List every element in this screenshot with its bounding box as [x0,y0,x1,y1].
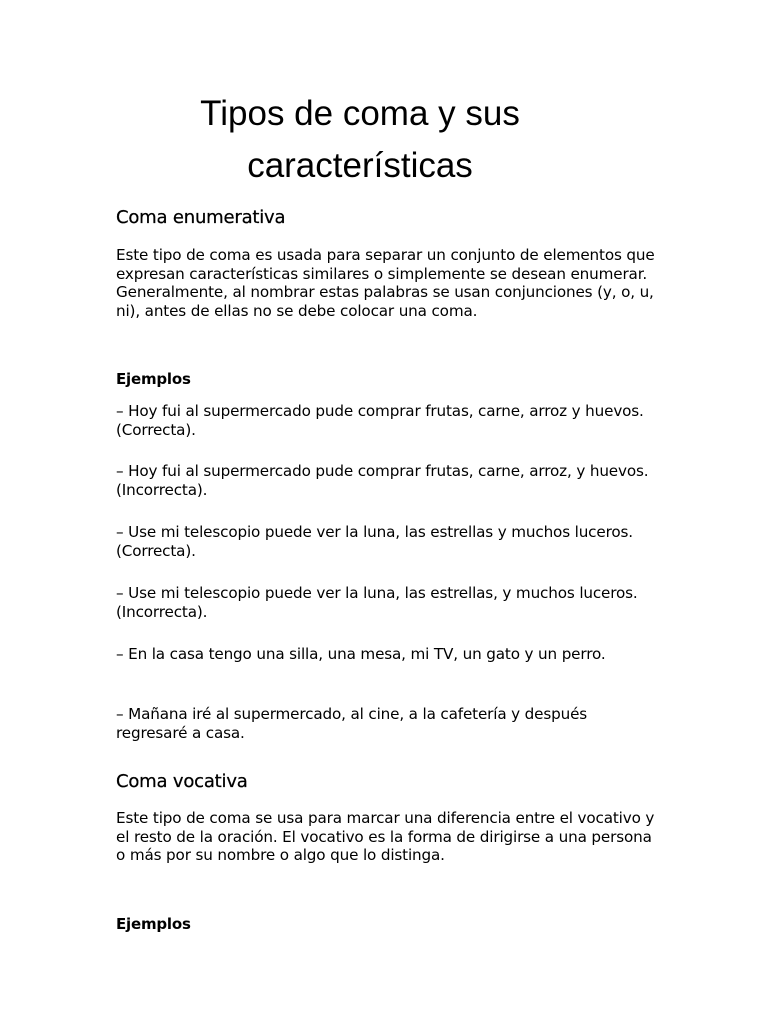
example-item: – Hoy fui al supermercado pude comprar frutas, carne, arroz y huevos. (Correcta). [116,402,644,439]
section-heading-coma-vocativa: Coma vocativa [116,771,248,792]
document-title: Tipos de coma y sus características [200,94,520,185]
example-item: – Mañana iré al supermercado, al cine, a la cafetería y después regresaré a casa. [116,705,588,742]
section-paragraph-coma-vocativa: Este tipo de coma se usa para marcar una diferencia entre el vocativo y el resto de la oración. El vocativo es la forma de dirigirse a una persona o más por su nombre o algo que lo distinga. [116,809,655,864]
section-heading-coma-enumerativa: Coma enumerativa [116,207,286,228]
section-paragraph-coma-enumerativa: Este tipo de coma es usada para separar un conjunto de elementos que expresan características similares o simplemente se desean enumerar. Generalmente, al nombrar estas palabras se usan conjunciones (y, o, u, ni), antes de ellas no se debe colocar una coma. [116,246,655,320]
example-item: – En la casa tengo una silla, una mesa, mi TV, un gato y un perro. [116,645,606,663]
example-item: – Use mi telescopio puede ver la luna, las estrellas, y muchos luceros. (Incorrecta). [116,584,638,621]
examples-heading: Ejemplos [116,370,191,388]
examples-heading: Ejemplos [116,915,191,933]
example-item: – Hoy fui al supermercado pude comprar frutas, carne, arroz, y huevos. (Incorrecta). [116,462,649,499]
example-item: – Use mi telescopio puede ver la luna, las estrellas y muchos luceros. (Correcta). [116,523,633,560]
